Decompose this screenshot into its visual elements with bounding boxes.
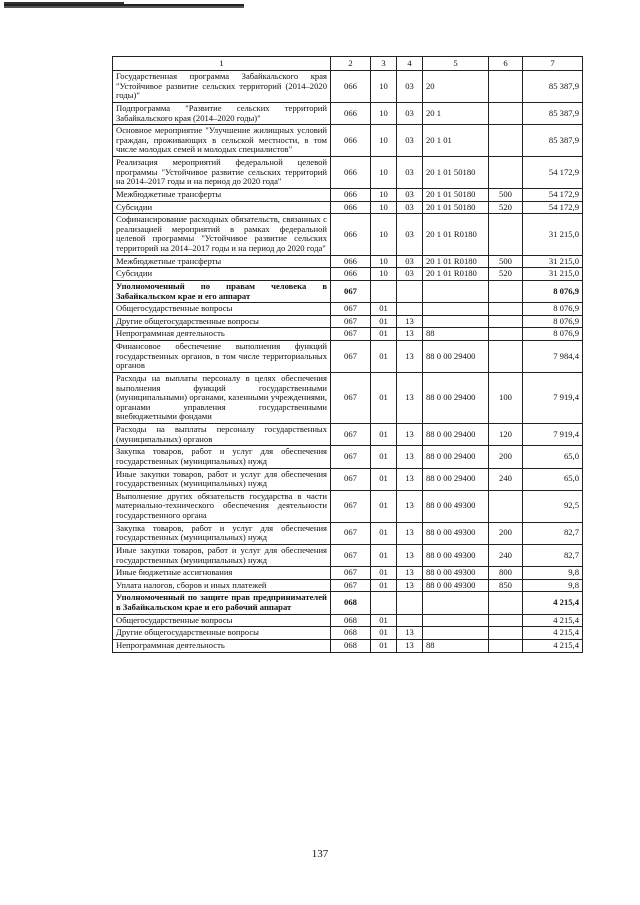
row-ministry-code-cell: 067	[331, 372, 371, 423]
row-expense-type-cell	[489, 592, 523, 614]
row-ministry-code-cell: 066	[331, 268, 371, 281]
row-expense-type-cell	[489, 214, 523, 256]
row-section-cell: 10	[371, 255, 397, 268]
row-name-cell: Софинансирование расходных обязательств, связанных с реализацией мероприятий в рамках федеральной целевой программы "Устойчивое развитие сельских территорий на 2014–2017 годы и на период до 2020 года"	[113, 214, 331, 256]
row-target-article-cell	[423, 614, 489, 627]
row-section-cell	[371, 280, 397, 302]
row-ministry-code-cell: 067	[331, 522, 371, 544]
row-section-cell: 01	[371, 446, 397, 468]
row-expense-type-cell	[489, 71, 523, 103]
row-subsection-cell: 03	[397, 214, 423, 256]
row-ministry-code-cell: 066	[331, 71, 371, 103]
row-ministry-code-cell: 067	[331, 579, 371, 592]
row-target-article-cell: 88 0 00 29400	[423, 341, 489, 373]
row-section-cell: 01	[371, 372, 397, 423]
row-amount-cell: 82,7	[523, 544, 583, 566]
row-target-article-cell: 88 0 00 49300	[423, 544, 489, 566]
row-name-cell: Иные закупки товаров, работ и услуг для обеспечения государственных (муниципальных) нужд	[113, 544, 331, 566]
header-cell: 1	[113, 57, 331, 71]
row-expense-type-cell	[489, 125, 523, 157]
row-target-article-cell: 20	[423, 71, 489, 103]
table-row	[113, 490, 583, 522]
row-subsection-cell: 13	[397, 544, 423, 566]
row-ministry-code-cell: 066	[331, 201, 371, 214]
row-expense-type-cell	[489, 328, 523, 341]
table-row	[113, 268, 583, 281]
row-section-cell: 10	[371, 268, 397, 281]
row-name-cell: Основное мероприятие "Улучшение жилищных условий граждан, проживающих в сельской местности, в том числе молодых семей и молодых специалистов"	[113, 125, 331, 157]
row-subsection-cell: 03	[397, 157, 423, 189]
table-row	[113, 468, 583, 490]
row-expense-type-cell	[489, 102, 523, 124]
row-ministry-code-cell: 068	[331, 627, 371, 640]
row-section-cell: 01	[371, 522, 397, 544]
row-name-cell: Закупка товаров, работ и услуг для обеспечения государственных (муниципальных) нужд	[113, 446, 331, 468]
row-section-cell: 10	[371, 157, 397, 189]
row-section-cell: 01	[371, 328, 397, 341]
row-subsection-cell: 13	[397, 639, 423, 652]
row-subsection-cell: 13	[397, 372, 423, 423]
row-section-cell: 01	[371, 424, 397, 446]
row-amount-cell: 92,5	[523, 490, 583, 522]
row-ministry-code-cell: 066	[331, 255, 371, 268]
row-subsection-cell: 13	[397, 341, 423, 373]
row-ministry-code-cell: 066	[331, 125, 371, 157]
row-name-cell: Субсидии	[113, 201, 331, 214]
row-expense-type-cell: 200	[489, 522, 523, 544]
row-target-article-cell: 88 0 00 29400	[423, 424, 489, 446]
row-target-article-cell	[423, 303, 489, 316]
row-expense-type-cell: 850	[489, 579, 523, 592]
table-row	[113, 328, 583, 341]
table-row	[113, 446, 583, 468]
row-target-article-cell: 88	[423, 328, 489, 341]
row-subsection-cell: 03	[397, 268, 423, 281]
row-expense-type-cell: 500	[489, 188, 523, 201]
table-row	[113, 639, 583, 652]
row-name-cell: Непрограммная деятельность	[113, 639, 331, 652]
row-name-cell: Подпрограмма "Развитие сельских территорий Забайкальского края (2014–2020 годы)"	[113, 102, 331, 124]
row-amount-cell: 85 387,9	[523, 71, 583, 103]
row-ministry-code-cell: 067	[331, 567, 371, 580]
row-target-article-cell	[423, 315, 489, 328]
row-expense-type-cell	[489, 614, 523, 627]
row-target-article-cell: 20 1 01 R0180	[423, 255, 489, 268]
row-target-article-cell: 88 0 00 49300	[423, 579, 489, 592]
row-ministry-code-cell: 067	[331, 341, 371, 373]
row-target-article-cell: 20 1 01 50180	[423, 201, 489, 214]
row-name-cell: Иные бюджетные ассигнования	[113, 567, 331, 580]
row-subsection-cell: 13	[397, 446, 423, 468]
row-subsection-cell: 03	[397, 188, 423, 201]
row-amount-cell: 54 172,9	[523, 201, 583, 214]
table-row	[113, 579, 583, 592]
header-cell: 3	[371, 57, 397, 71]
row-target-article-cell	[423, 280, 489, 302]
row-name-cell: Выполнение других обязательств государства в части материально-технического обеспечения деятельности государственного органа	[113, 490, 331, 522]
row-ministry-code-cell: 066	[331, 188, 371, 201]
row-expense-type-cell	[489, 490, 523, 522]
row-ministry-code-cell: 068	[331, 614, 371, 627]
row-expense-type-cell: 500	[489, 255, 523, 268]
row-amount-cell: 54 172,9	[523, 157, 583, 189]
row-name-cell: Непрограммная деятельность	[113, 328, 331, 341]
row-section-cell: 10	[371, 102, 397, 124]
row-ministry-code-cell: 067	[331, 544, 371, 566]
row-subsection-cell	[397, 303, 423, 316]
row-expense-type-cell	[489, 303, 523, 316]
row-subsection-cell: 03	[397, 125, 423, 157]
row-target-article-cell: 88 0 00 49300	[423, 567, 489, 580]
row-section-cell: 01	[371, 341, 397, 373]
row-ministry-code-cell: 067	[331, 280, 371, 302]
row-amount-cell: 4 215,4	[523, 627, 583, 640]
row-amount-cell: 65,0	[523, 446, 583, 468]
row-amount-cell: 7 919,4	[523, 372, 583, 423]
row-expense-type-cell	[489, 627, 523, 640]
row-section-cell: 10	[371, 71, 397, 103]
row-expense-type-cell: 520	[489, 268, 523, 281]
row-target-article-cell: 88 0 00 49300	[423, 522, 489, 544]
row-section-cell: 01	[371, 579, 397, 592]
row-section-cell: 01	[371, 544, 397, 566]
row-expense-type-cell	[489, 280, 523, 302]
row-subsection-cell: 13	[397, 579, 423, 592]
row-subsection-cell: 03	[397, 71, 423, 103]
row-expense-type-cell	[489, 157, 523, 189]
row-subsection-cell: 03	[397, 255, 423, 268]
table-row	[113, 303, 583, 316]
row-name-cell: Уполномоченный по правам человека в Забайкальском крае и его аппарат	[113, 280, 331, 302]
row-target-article-cell	[423, 592, 489, 614]
row-name-cell: Государственная программа Забайкальского края "Устойчивое развитие сельских территорий (2014–2020 годы)"	[113, 71, 331, 103]
table-row	[113, 372, 583, 423]
row-amount-cell: 8 076,9	[523, 315, 583, 328]
row-expense-type-cell: 100	[489, 372, 523, 423]
row-name-cell: Уполномоченный по защите прав предпринимателей в Забайкальском крае и его рабочий аппарат	[113, 592, 331, 614]
row-target-article-cell: 88 0 00 29400	[423, 468, 489, 490]
row-target-article-cell: 20 1 01 50180	[423, 157, 489, 189]
row-name-cell: Общегосударственные вопросы	[113, 614, 331, 627]
row-expense-type-cell: 800	[489, 567, 523, 580]
table-header-row	[113, 57, 583, 71]
table-row	[113, 255, 583, 268]
row-subsection-cell: 03	[397, 201, 423, 214]
header-cell: 6	[489, 57, 523, 71]
table-row	[113, 341, 583, 373]
row-name-cell: Реализация мероприятий федеральной целевой программы "Устойчивое развитие сельских территорий на 2014–2017 годы и на период до 2020 года"	[113, 157, 331, 189]
row-target-article-cell: 20 1	[423, 102, 489, 124]
row-expense-type-cell: 520	[489, 201, 523, 214]
table-row	[113, 280, 583, 302]
row-ministry-code-cell: 067	[331, 328, 371, 341]
table-row	[113, 424, 583, 446]
row-section-cell: 01	[371, 490, 397, 522]
row-subsection-cell: 13	[397, 522, 423, 544]
row-amount-cell: 82,7	[523, 522, 583, 544]
row-expense-type-cell: 240	[489, 468, 523, 490]
row-expense-type-cell: 200	[489, 446, 523, 468]
row-target-article-cell: 88 0 00 29400	[423, 446, 489, 468]
row-subsection-cell: 13	[397, 328, 423, 341]
row-subsection-cell	[397, 280, 423, 302]
row-ministry-code-cell: 066	[331, 102, 371, 124]
row-section-cell: 01	[371, 614, 397, 627]
table-row	[113, 125, 583, 157]
row-name-cell: Межбюджетные трансферты	[113, 188, 331, 201]
row-subsection-cell	[397, 592, 423, 614]
table-row	[113, 71, 583, 103]
row-ministry-code-cell: 068	[331, 592, 371, 614]
row-subsection-cell: 13	[397, 468, 423, 490]
row-amount-cell: 31 215,0	[523, 214, 583, 256]
table-row	[113, 592, 583, 614]
row-amount-cell: 8 076,9	[523, 280, 583, 302]
row-ministry-code-cell: 066	[331, 214, 371, 256]
row-section-cell: 10	[371, 188, 397, 201]
header-cell: 2	[331, 57, 371, 71]
row-name-cell: Уплата налогов, сборов и иных платежей	[113, 579, 331, 592]
row-amount-cell: 85 387,9	[523, 102, 583, 124]
row-ministry-code-cell: 066	[331, 157, 371, 189]
row-amount-cell: 9,8	[523, 579, 583, 592]
row-name-cell: Иные закупки товаров, работ и услуг для обеспечения государственных (муниципальных) нужд	[113, 468, 331, 490]
row-section-cell: 10	[371, 201, 397, 214]
row-expense-type-cell: 240	[489, 544, 523, 566]
row-ministry-code-cell: 068	[331, 639, 371, 652]
row-ministry-code-cell: 067	[331, 303, 371, 316]
row-amount-cell: 4 215,4	[523, 614, 583, 627]
row-name-cell: Финансовое обеспечение выполнения функций государственных органов, в том числе территориальных органов	[113, 341, 331, 373]
row-name-cell: Другие общегосударственные вопросы	[113, 315, 331, 328]
table-row	[113, 102, 583, 124]
row-section-cell: 01	[371, 639, 397, 652]
table-row	[113, 567, 583, 580]
row-expense-type-cell	[489, 341, 523, 373]
table-row	[113, 627, 583, 640]
table-row	[113, 214, 583, 256]
row-subsection-cell: 13	[397, 424, 423, 446]
header-cell: 7	[523, 57, 583, 71]
row-subsection-cell: 13	[397, 315, 423, 328]
row-section-cell: 01	[371, 315, 397, 328]
row-name-cell: Общегосударственные вопросы	[113, 303, 331, 316]
row-ministry-code-cell: 067	[331, 315, 371, 328]
row-subsection-cell: 03	[397, 102, 423, 124]
row-target-article-cell	[423, 627, 489, 640]
row-ministry-code-cell: 067	[331, 424, 371, 446]
row-target-article-cell: 20 1 01 R0180	[423, 214, 489, 256]
row-target-article-cell: 88 0 00 29400	[423, 372, 489, 423]
header-cell: 5	[423, 57, 489, 71]
row-amount-cell: 8 076,9	[523, 328, 583, 341]
row-subsection-cell: 13	[397, 627, 423, 640]
row-target-article-cell: 88	[423, 639, 489, 652]
row-ministry-code-cell: 067	[331, 446, 371, 468]
row-name-cell: Другие общегосударственные вопросы	[113, 627, 331, 640]
row-name-cell: Межбюджетные трансферты	[113, 255, 331, 268]
page-number: 137	[311, 848, 329, 860]
row-subsection-cell	[397, 614, 423, 627]
row-amount-cell: 4 215,4	[523, 639, 583, 652]
row-amount-cell: 31 215,0	[523, 268, 583, 281]
table-row	[113, 201, 583, 214]
row-target-article-cell: 20 1 01 50180	[423, 188, 489, 201]
row-amount-cell: 8 076,9	[523, 303, 583, 316]
row-section-cell	[371, 592, 397, 614]
row-target-article-cell: 20 1 01 R0180	[423, 268, 489, 281]
row-section-cell: 01	[371, 303, 397, 316]
row-name-cell: Расходы на выплаты персоналу в целях обеспечения выполнения функций государственными (муниципальными) органами, казенными учреждениями, органами управления государственными внебюджетными фондами	[113, 372, 331, 423]
table-row	[113, 614, 583, 627]
row-amount-cell: 9,8	[523, 567, 583, 580]
row-section-cell: 01	[371, 567, 397, 580]
row-section-cell: 01	[371, 468, 397, 490]
row-amount-cell: 85 387,9	[523, 125, 583, 157]
table-row	[113, 544, 583, 566]
row-section-cell: 01	[371, 627, 397, 640]
row-name-cell: Закупка товаров, работ и услуг для обеспечения государственных (муниципальных) нужд	[113, 522, 331, 544]
row-amount-cell: 7 984,4	[523, 341, 583, 373]
budget-table	[112, 56, 583, 653]
row-name-cell: Расходы на выплаты персоналу государственных (муниципальных) органов	[113, 424, 331, 446]
row-expense-type-cell	[489, 639, 523, 652]
row-ministry-code-cell: 067	[331, 468, 371, 490]
row-section-cell: 10	[371, 125, 397, 157]
row-amount-cell: 7 919,4	[523, 424, 583, 446]
row-target-article-cell: 88 0 00 49300	[423, 490, 489, 522]
row-ministry-code-cell: 067	[331, 490, 371, 522]
row-subsection-cell: 13	[397, 567, 423, 580]
table-row	[113, 188, 583, 201]
row-amount-cell: 31 215,0	[523, 255, 583, 268]
row-amount-cell: 4 215,4	[523, 592, 583, 614]
row-expense-type-cell	[489, 315, 523, 328]
table-row	[113, 315, 583, 328]
row-name-cell: Субсидии	[113, 268, 331, 281]
table-row	[113, 522, 583, 544]
row-expense-type-cell: 120	[489, 424, 523, 446]
row-subsection-cell: 13	[397, 490, 423, 522]
row-amount-cell: 54 172,9	[523, 188, 583, 201]
header-cell: 4	[397, 57, 423, 71]
table-row	[113, 157, 583, 189]
row-target-article-cell: 20 1 01	[423, 125, 489, 157]
row-section-cell: 10	[371, 214, 397, 256]
table-body	[113, 57, 583, 653]
row-amount-cell: 65,0	[523, 468, 583, 490]
scan-artifact	[4, 4, 244, 10]
